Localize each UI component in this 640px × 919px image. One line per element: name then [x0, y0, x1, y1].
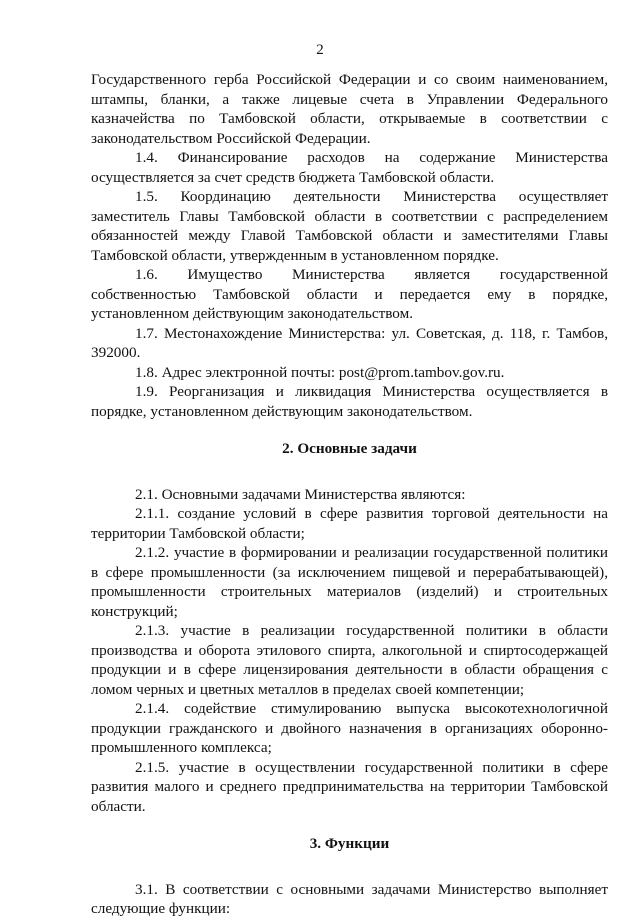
- page-number: 2: [316, 42, 324, 58]
- paragraph-1-9: 1.9. Реорганизация и ликвидация Министерства осуществляется в порядке, установленном действующим законодательством.: [91, 383, 608, 420]
- paragraph-2-1-3: 2.1.3. участие в реализации государственной политики в области производства и оборота этилового спирта, алкогольной и спиртосодержащей продукции и в сфере лицензирования деятельности в области обращения с ломом черных и цветных металлов в пределах своей компетенции;: [91, 622, 608, 698]
- paragraph-2-1-2: 2.1.2. участие в формировании и реализации государственной политики в сфере промышленности (за исключением пищевой и перерабатывающей), промышленности строительных материалов (изделий) и строительных конструкций;: [91, 544, 608, 620]
- paragraph-1-4: 1.4. Финансирование расходов на содержание Министерства осуществляется за счет средств бюджета Тамбовской области.: [91, 149, 608, 186]
- paragraph-1-6: 1.6. Имущество Министерства является государственной собственностью Тамбовской области и передается ему в порядке, установленном действующим законодательством.: [91, 266, 608, 322]
- section-2-title: 2. Основные задачи: [282, 440, 417, 457]
- paragraph-2-1-5: 2.1.5. участие в осуществлении государственной политики в сфере развития малого и среднего предпринимательства на территории Тамбовской области.: [91, 758, 608, 815]
- paragraph-2-1-1: 2.1.1. создание условий в сфере развития торговой деятельности на территории Тамбовской области;: [91, 505, 608, 542]
- paragraph-1-8: 1.8. Адрес электронной почты: post@prom.tambov.gov.ru.: [135, 363, 505, 381]
- paragraph-1-5: 1.5. Координацию деятельности Министерства осуществляет заместитель Главы Тамбовской области в соответствии с распределением обязанностей между Главой Тамбовской области и заместителями Главы Тамбовской области, утвержденным в установленном порядке.: [91, 188, 608, 264]
- paragraph-2-1-4: 2.1.4. содействие стимулированию выпуска высокотехнологичной продукции гражданского и двойного назначения в организациях оборонно-промышленного комплекса;: [91, 700, 608, 756]
- intro-continuation-paragraph: Государственного герба Российской Федерации и со своим наименованием, штампы, бланки, а также лицевые счета в Управлении Федерального казначейства по Тамбовской области, открываемые в соответствии с законодательством Российской Федерации.: [91, 71, 608, 147]
- document-body: [91, 70, 608, 919]
- paragraph-3-1: 3.1. В соответствии с основными задачами Министерство выполняет следующие функции:: [91, 880, 608, 917]
- paragraph-1-7: 1.7. Местонахождение Министерства: ул. Советская, д. 118, г. Тамбов, 392000.: [91, 324, 608, 361]
- paragraph-2-1: 2.1. Основными задачами Министерства являются:: [135, 485, 466, 503]
- section-3-title: 3. Функции: [309, 835, 390, 852]
